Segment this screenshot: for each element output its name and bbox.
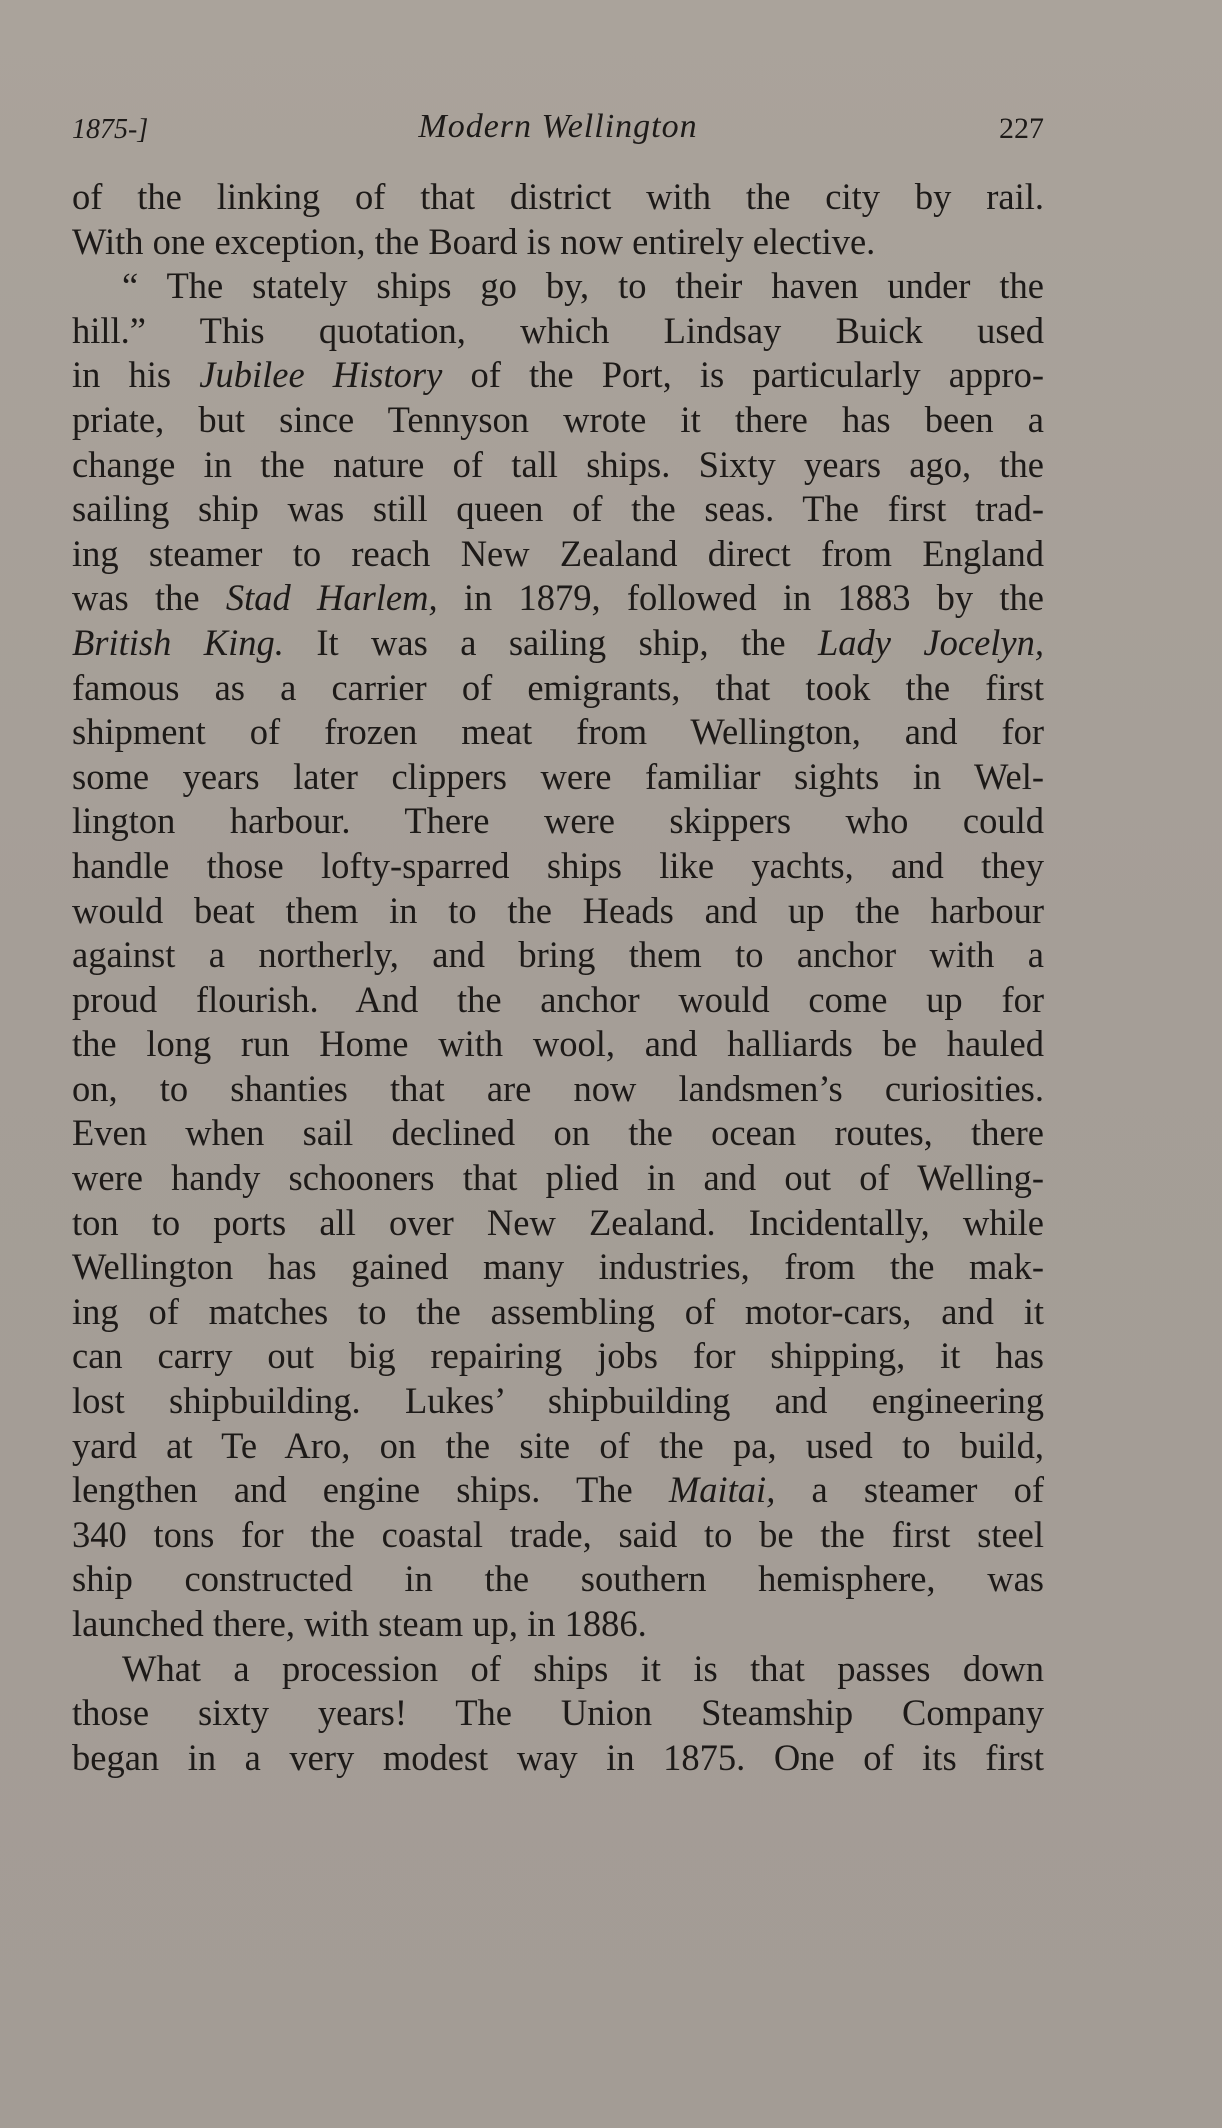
text-segment: launched there, with steam up, in 1886.	[72, 1603, 647, 1644]
text-segment: What a procession of ships it is that passes down	[122, 1647, 1044, 1689]
text-line	[72, 1736, 1044, 1781]
text-line	[72, 220, 1044, 265]
text-line	[72, 933, 1044, 978]
text-line	[72, 1602, 1044, 1647]
text-line	[72, 799, 1044, 844]
page-number: 227	[999, 112, 1044, 145]
text-line	[72, 1424, 1044, 1469]
text-line	[72, 755, 1044, 800]
text-segment: in 1879, followed in 1883 by the	[437, 577, 1044, 619]
text-segment: 340 tons for the coastal trade, said to be the first steel	[72, 1513, 1044, 1555]
text-segment: yard at Te Aro, on the site of the pa, used to build,	[72, 1424, 1044, 1466]
text-line	[72, 398, 1044, 443]
body-text	[72, 175, 1044, 1780]
text-segment: priate, but since Tennyson wrote it there has been a	[72, 398, 1044, 440]
italic-title: British King.	[72, 621, 284, 663]
text-line	[72, 175, 1044, 220]
text-line	[72, 443, 1044, 488]
text-segment: change in the nature of tall ships. Sixty years ago, the	[72, 443, 1044, 485]
text-segment: of the Port, is particularly appro-	[442, 354, 1044, 396]
text-segment: Wellington has gained many industries, from the mak-	[72, 1246, 1044, 1288]
text-line	[72, 1201, 1044, 1246]
text-line	[72, 1111, 1044, 1156]
text-line	[72, 1468, 1044, 1513]
text-line	[72, 1334, 1044, 1379]
text-segment: was the	[72, 577, 226, 619]
text-segment: some years later clippers were familiar sights in Wel-	[72, 755, 1044, 797]
text-segment: can carry out big repairing jobs for shipping, it has	[72, 1335, 1044, 1377]
text-segment: lington harbour. There were skippers who could	[72, 800, 1044, 842]
italic-title: Maitai,	[668, 1469, 776, 1511]
text-segment: “ The stately ships go by, to their haven under the	[122, 265, 1044, 307]
text-segment: ship constructed in the southern hemisphere, was	[72, 1558, 1044, 1600]
text-segment: against a northerly, and bring them to anchor with a	[72, 934, 1044, 976]
text-line	[72, 1156, 1044, 1201]
text-segment: would beat them in to the Heads and up the harbour	[72, 889, 1044, 931]
text-segment: sailing ship was still queen of the seas. The first trad-	[72, 488, 1044, 530]
text-line	[72, 1379, 1044, 1424]
text-line	[72, 666, 1044, 711]
text-segment: began in a very modest way in 1875. One of its first	[72, 1736, 1044, 1778]
text-segment: lengthen and engine ships. The	[72, 1469, 669, 1511]
text-segment: were handy schooners that plied in and out of Welling-	[72, 1157, 1044, 1199]
text-line	[72, 353, 1044, 398]
text-segment: With one exception, the Board is now entirely elective.	[72, 220, 876, 262]
text-line	[72, 1647, 1044, 1692]
italic-title: Stad Harlem,	[225, 577, 438, 619]
text-segment: a steamer of	[775, 1469, 1044, 1511]
text-line	[72, 1290, 1044, 1335]
text-segment: shipment of frozen meat from Wellington, and for	[72, 711, 1044, 753]
text-segment: ton to ports all over New Zealand. Incidentally, while	[72, 1201, 1044, 1243]
text-segment: the long run Home with wool, and halliards be hauled	[72, 1023, 1044, 1065]
running-head-date: 1875-]	[72, 114, 149, 145]
text-segment: of the linking of that district with the city by rail.	[72, 176, 1044, 217]
text-line	[72, 978, 1044, 1023]
text-line	[72, 576, 1044, 621]
text-segment: handle those lofty-sparred ships like yachts, and they	[72, 844, 1044, 886]
text-segment: on, to shanties that are now landsmen’s curiosities.	[72, 1067, 1044, 1109]
text-line	[72, 532, 1044, 577]
italic-title: Lady Jocelyn,	[818, 621, 1044, 663]
text-segment: famous as a carrier of emigrants, that took the first	[72, 666, 1044, 708]
text-segment: hill.” This quotation, which Lindsay Buick used	[72, 309, 1044, 351]
text-segment: ing steamer to reach New Zealand direct from England	[72, 532, 1044, 574]
text-line	[72, 487, 1044, 532]
text-line	[72, 1245, 1044, 1290]
text-segment: in his	[72, 354, 200, 396]
text-line	[72, 1067, 1044, 1112]
italic-title: Jubilee History	[199, 354, 443, 396]
text-line	[72, 1022, 1044, 1067]
text-segment: ing of matches to the assembling of motor-cars, and it	[72, 1290, 1044, 1332]
running-head-title: Modern Wellington	[418, 108, 698, 145]
text-line	[72, 1513, 1044, 1558]
text-line	[72, 264, 1044, 309]
text-segment: lost shipbuilding. Lukes’ shipbuilding and engineering	[72, 1380, 1044, 1422]
text-line	[72, 844, 1044, 889]
text-line	[72, 1691, 1044, 1736]
text-line	[72, 889, 1044, 934]
running-head	[72, 108, 1044, 152]
text-segment: proud flourish. And the anchor would come up for	[72, 978, 1044, 1020]
text-line	[72, 621, 1044, 666]
text-line	[72, 1557, 1044, 1602]
text-line	[72, 309, 1044, 354]
text-segment: those sixty years! The Union Steamship Company	[72, 1692, 1044, 1734]
text-segment: Even when sail declined on the ocean routes, there	[72, 1112, 1044, 1154]
text-segment: It was a sailing ship, the	[283, 621, 818, 663]
text-line	[72, 710, 1044, 755]
